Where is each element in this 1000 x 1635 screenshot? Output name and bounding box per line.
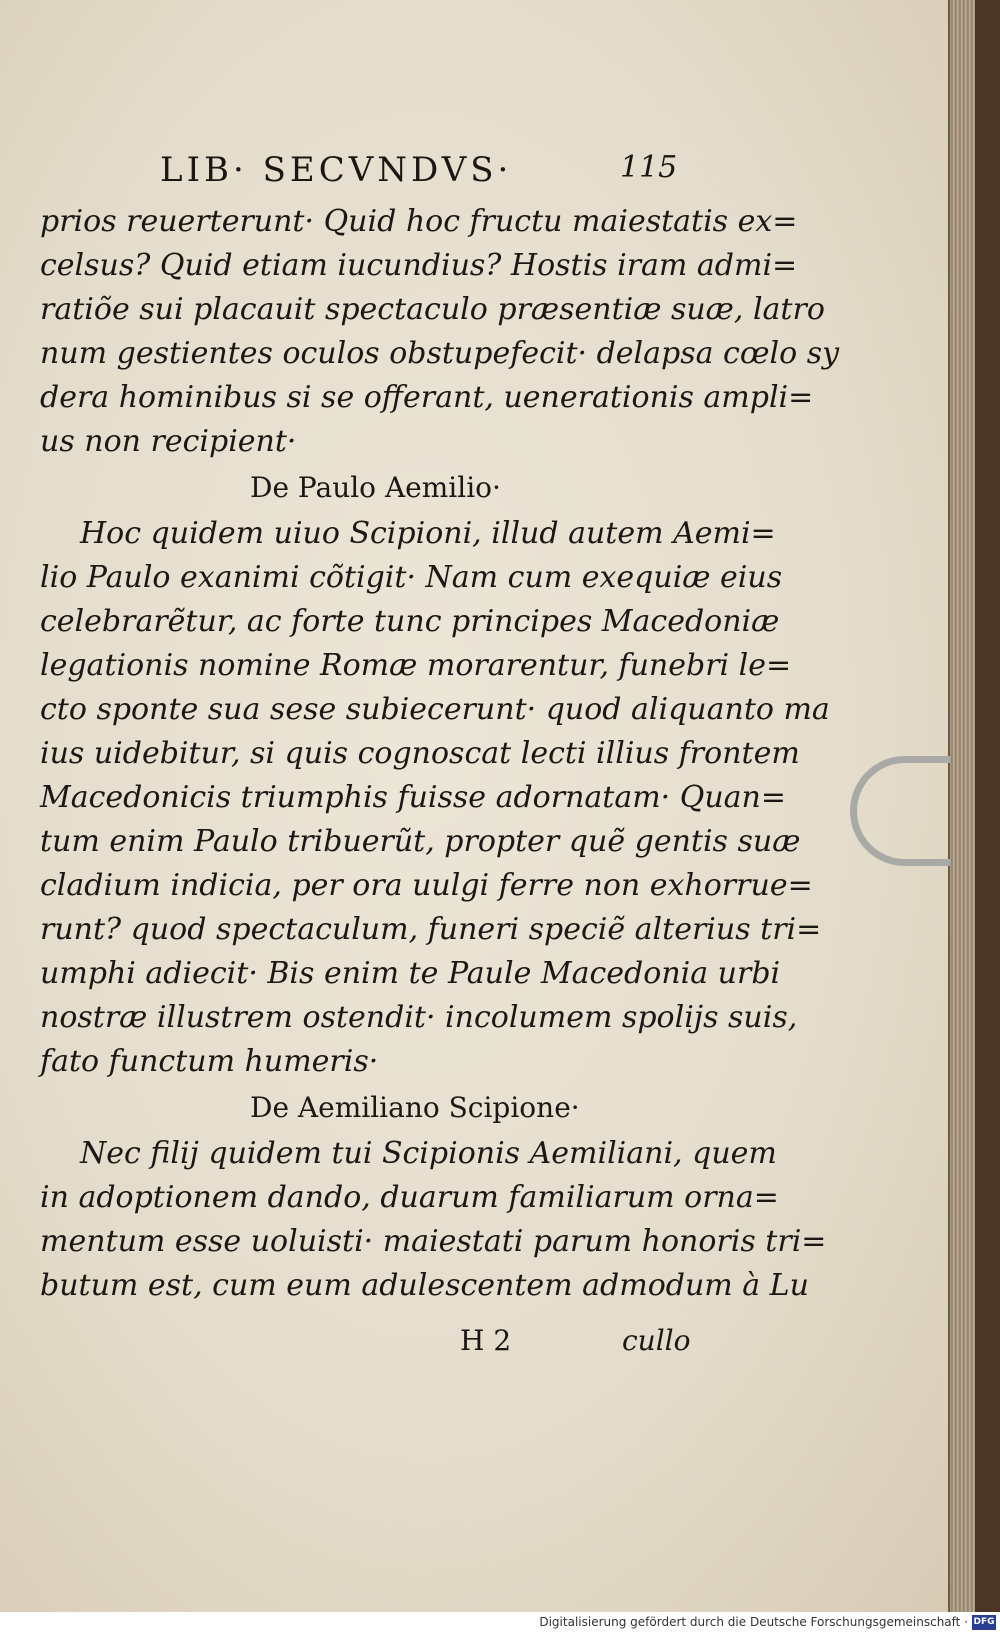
paper-clip [850, 756, 950, 866]
text-line: Macedonicis triumphis fuisse adornatam· Quan= [40, 780, 787, 815]
text-line: us non recipient· [40, 424, 297, 459]
text-line: runt? quod spectaculum, funeri speciẽ alterius tri= [40, 912, 822, 947]
signature-mark: H 2 [460, 1324, 512, 1357]
text-line: dera hominibus si se offerant, uenerationis ampli= [40, 380, 814, 415]
text-line: umphi adiecit· Bis enim te Paule Macedonia urbi [40, 956, 781, 991]
text-line: butum est, cum eum adulescentem admodum à Lu [40, 1268, 809, 1303]
text-line: nostræ illustrem ostendit· incolumem spolijs suis, [40, 1000, 798, 1035]
text-line: legationis nomine Romæ morarentur, funebri le= [40, 648, 792, 683]
text-line: cladium indicia, per ora uulgi ferre non exhorrue= [40, 868, 813, 903]
body-text [40, 200, 840, 1308]
footer-credit: Digitalisierung gefördert durch die Deutsche Forschungsgemeinschaft · [539, 1615, 968, 1629]
page-number: 115 [620, 150, 678, 185]
text-line: Nec filij quidem tui Scipionis Aemiliani, quem [80, 1136, 777, 1171]
text-line: in adoptionem dando, duarum familiarum orna= [40, 1180, 779, 1215]
text-line: Hoc quidem uiuo Scipioni, illud autem Aemi= [80, 516, 776, 551]
text-line: mentum esse uoluisti· maiestati parum honoris tri= [40, 1224, 827, 1259]
running-head-title: LIB· SECVNDVS· [160, 150, 513, 190]
text-line: prios reuerterunt· Quid hoc fructu maiestatis ex= [40, 204, 798, 239]
text-line: lio Paulo exanimi cõtigit· Nam cum exequiæ eius [40, 560, 783, 595]
section-heading: De Aemiliano Scipione· [250, 1091, 580, 1124]
text-line: celsus? Quid etiam iucundius? Hostis iram admi= [40, 248, 798, 283]
text-line: ius uidebitur, si quis cognoscat lecti illius frontem [40, 736, 800, 771]
digitization-footer [0, 1612, 1000, 1635]
dfg-logo: DFG [972, 1615, 996, 1630]
running-head [160, 150, 680, 200]
text-line: num gestientes oculos obstupefecit· delapsa cœlo sy [40, 336, 840, 371]
text-line: ratiõe sui placauit spectaculo præsentiæ suæ, latro [40, 292, 825, 327]
catchword: cullo [622, 1324, 691, 1357]
book-cover-edge [975, 0, 1000, 1612]
section-heading: De Paulo Aemilio· [250, 471, 501, 504]
text-line: cto sponte sua sese subiecerunt· quod aliquanto ma [40, 692, 830, 727]
text-line: tum enim Paulo tribuerũt, propter quẽ gentis suæ [40, 824, 801, 859]
text-line: fato functum humeris· [40, 1044, 379, 1079]
text-line: celebrarẽtur, ac forte tunc principes Macedoniæ [40, 604, 780, 639]
